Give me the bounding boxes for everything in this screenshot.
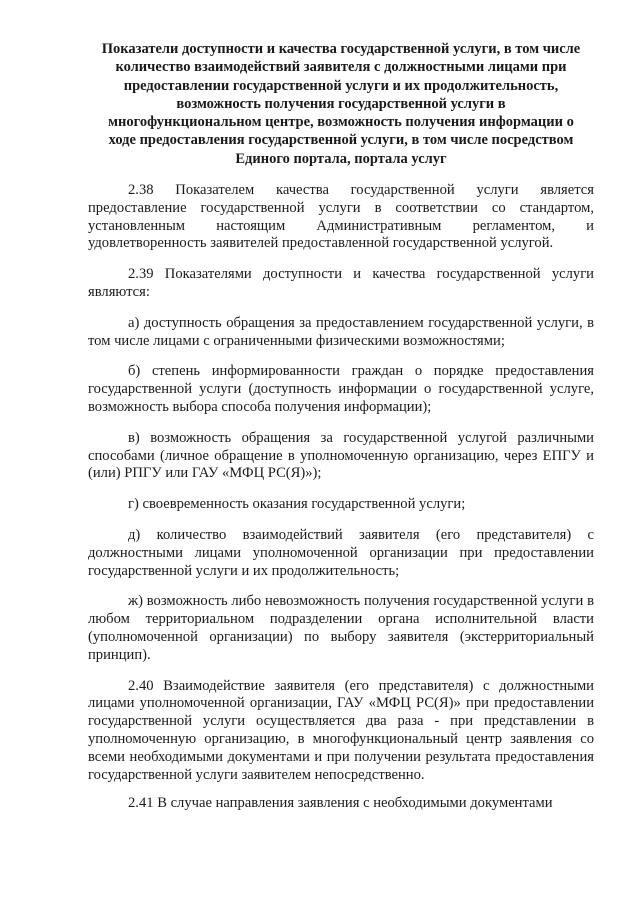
- heading-line: количество взаимодействий заявителя с должностными лицами при: [115, 59, 567, 76]
- heading-line: Показатели доступности и качества государственной услуги, в том числе: [101, 41, 581, 57]
- list-item-g: г) своевременность оказания государственной услуги;: [128, 496, 466, 513]
- paragraph-2-41: 2.41 В случае направления заявления с необходимыми документами: [128, 795, 553, 812]
- list-item-d: д) количество взаимодействий заявителя (его представителя) с должностными лицами уполномоченной организации при предоставлении государственной услуги и их продолжительность;: [88, 527, 594, 579]
- document-page: [88, 40, 594, 826]
- heading-line: Единого портала, портала услуг: [235, 150, 447, 167]
- list-item-v: в) возможность обращения за государственной услугой различными способами (личное обращение в уполномоченную организацию, через ЕПГУ и (или) РПГУ или ГАУ «МФЦ РС(Я)»);: [88, 429, 594, 482]
- heading-line: ходе предоставления государственной услуги, в том числе посредством: [108, 132, 574, 149]
- paragraph-2-38: 2.38 Показателем качества государственной услуги является предоставление государственной услуги в соответствии со стандартом, установленным настоящим Административным регламентом, и удовлетворенность заявителей предоставленной государственной услугой.: [88, 182, 594, 252]
- list-item-b: б) степень информированности граждан о порядке предоставления государственной услуги (доступность информации о государственной услуге, возможность выбора способа получения информации);: [88, 363, 594, 416]
- paragraph-2-40: 2.40 Взаимодействие заявителя (его представителя) с должностными лицами уполномоченной организации, ГАУ «МФЦ РС(Я)» при предоставлении государственной услуги осуществляется два раза - при представлении в уполномоченную организацию, в многофункциональный центр заявления со всеми необходимыми документами и при получении результата предоставления государственной услуги заявителем непосредственно.: [88, 677, 594, 783]
- list-item-zh: ж) возможность либо невозможность получения государственной услуги в любом территориальном подразделении органа исполнительной власти (уполномоченной организации) по выбору заявителя (экстерриториальный принцип).: [88, 593, 594, 663]
- section-heading: [88, 40, 594, 168]
- heading-line: возможность получения государственной услуги в: [176, 95, 506, 112]
- heading-line: предоставлении государственной услуги и их продолжительность,: [123, 77, 559, 94]
- heading-line: многофункциональном центре, возможность получения информации о: [108, 114, 574, 131]
- list-item-a: а) доступность обращения за предоставлением государственной услуги, в том числе лицами с ограниченными физическими возможностями;: [88, 314, 594, 349]
- paragraph-2-39: 2.39 Показателями доступности и качества государственной услуги являются:: [88, 266, 594, 301]
